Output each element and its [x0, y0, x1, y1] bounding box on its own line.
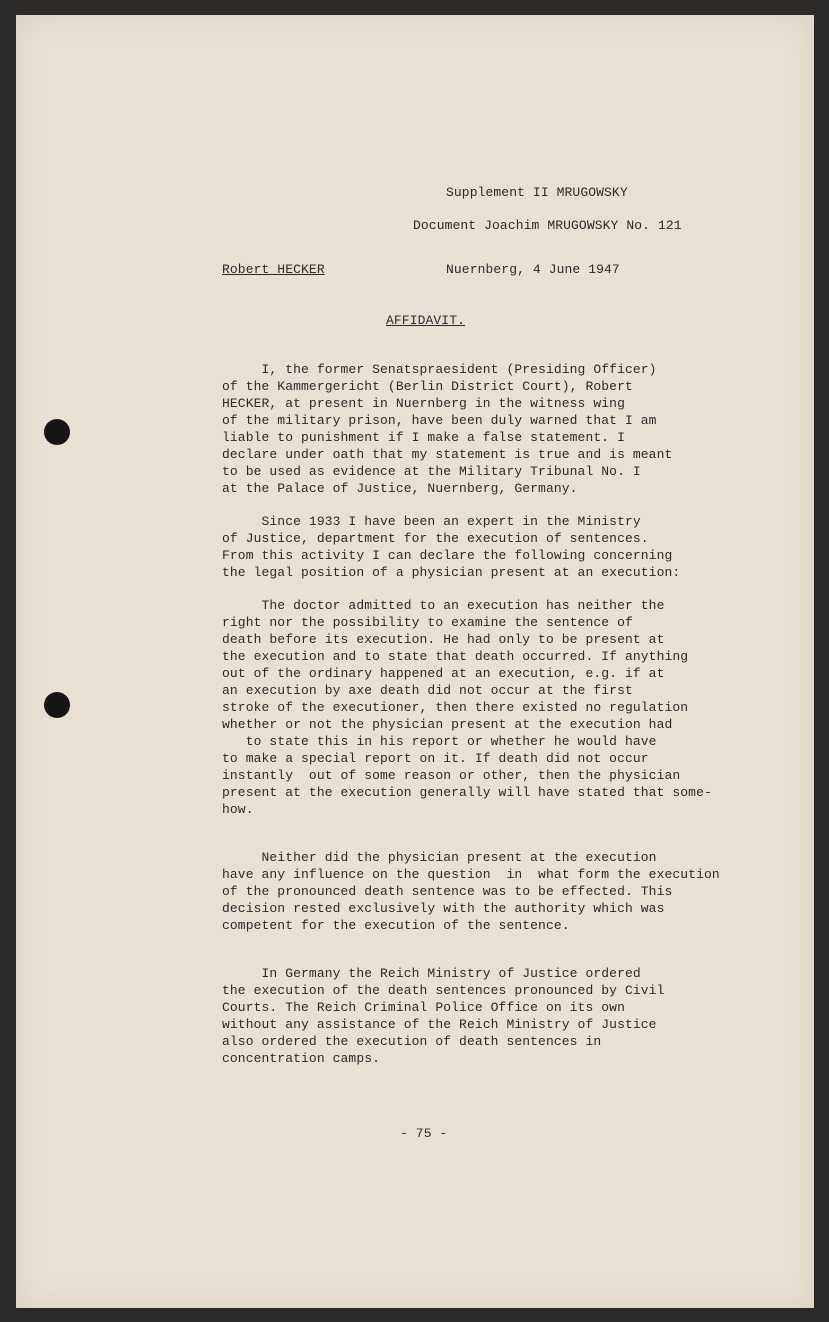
text-line: liable to punishment if I make a false statement. I — [222, 430, 625, 445]
text-line: the execution and to state that death occurred. If anything — [222, 649, 689, 664]
punch-hole-top — [44, 419, 70, 445]
text-line: Since 1933 I have been an expert in the Ministry — [222, 514, 641, 529]
text-line: HECKER, at present in Nuernberg in the witness wing — [222, 396, 625, 411]
text-line: From this activity I can declare the following concerning — [222, 548, 673, 563]
text-line: out of the ordinary happened at an execution, e.g. if at — [222, 666, 665, 681]
text-line: the legal position of a physician present at an execution: — [222, 565, 681, 580]
text-line: to make a special report on it. If death did not occur — [222, 751, 649, 766]
text-line: of the military prison, have been duly warned that I am — [222, 413, 657, 428]
text-line: also ordered the execution of death sentences in — [222, 1034, 602, 1049]
text-line: right nor the possibility to examine the sentence of — [222, 615, 633, 630]
text-line: Courts. The Reich Criminal Police Office on its own — [222, 1000, 625, 1015]
text-line: of the pronounced death sentence was to be effected. This — [222, 884, 673, 899]
text-line: of Justice, department for the execution of sentences. — [222, 531, 649, 546]
document-page — [16, 15, 814, 1308]
text-line: death before its execution. He had only to be present at — [222, 632, 665, 647]
text-line: declare under oath that my statement is true and is meant — [222, 447, 673, 462]
text-line: decision rested exclusively with the authority which was — [222, 901, 665, 916]
text-line: In Germany the Reich Ministry of Justice ordered — [222, 966, 641, 981]
text-line: at the Palace of Justice, Nuernberg, Germany. — [222, 481, 578, 496]
supplement-label: Supplement II MRUGOWSKY — [446, 185, 628, 200]
affiant-name: Robert HECKER — [222, 262, 325, 277]
document-title: AFFIDAVIT. — [386, 313, 466, 328]
text-line: Neither did the physician present at the execution — [222, 850, 657, 865]
text-line: instantly out of some reason or other, then the physician — [222, 768, 681, 783]
document-number: Document Joachim MRUGOWSKY No. 121 — [413, 218, 682, 233]
punch-hole-bottom — [44, 692, 70, 718]
text-line: The doctor admitted to an execution has neither the — [222, 598, 665, 613]
text-line: to state this in his report or whether he would have — [222, 734, 657, 749]
text-line: present at the execution generally will have stated that some- — [222, 785, 712, 800]
text-line: the execution of the death sentences pronounced by Civil — [222, 983, 665, 998]
text-line: concentration camps. — [222, 1051, 381, 1066]
place-date: Nuernberg, 4 June 1947 — [446, 262, 620, 277]
text-line: I, the former Senatspraesident (Presiding Officer) — [222, 362, 657, 377]
text-line: how. — [222, 802, 254, 817]
text-line: an execution by axe death did not occur at the first — [222, 683, 633, 698]
text-line: whether or not the physician present at the execution had — [222, 717, 673, 732]
text-line: to be used as evidence at the Military Tribunal No. I — [222, 464, 641, 479]
text-line: have any influence on the question in what form the execution — [222, 867, 720, 882]
text-line: stroke of the executioner, then there existed no regulation — [222, 700, 689, 715]
text-line: competent for the execution of the sentence. — [222, 918, 570, 933]
page-number: - 75 - — [400, 1126, 448, 1141]
text-line: without any assistance of the Reich Ministry of Justice — [222, 1017, 657, 1032]
text-line: of the Kammergericht (Berlin District Court), Robert — [222, 379, 633, 394]
